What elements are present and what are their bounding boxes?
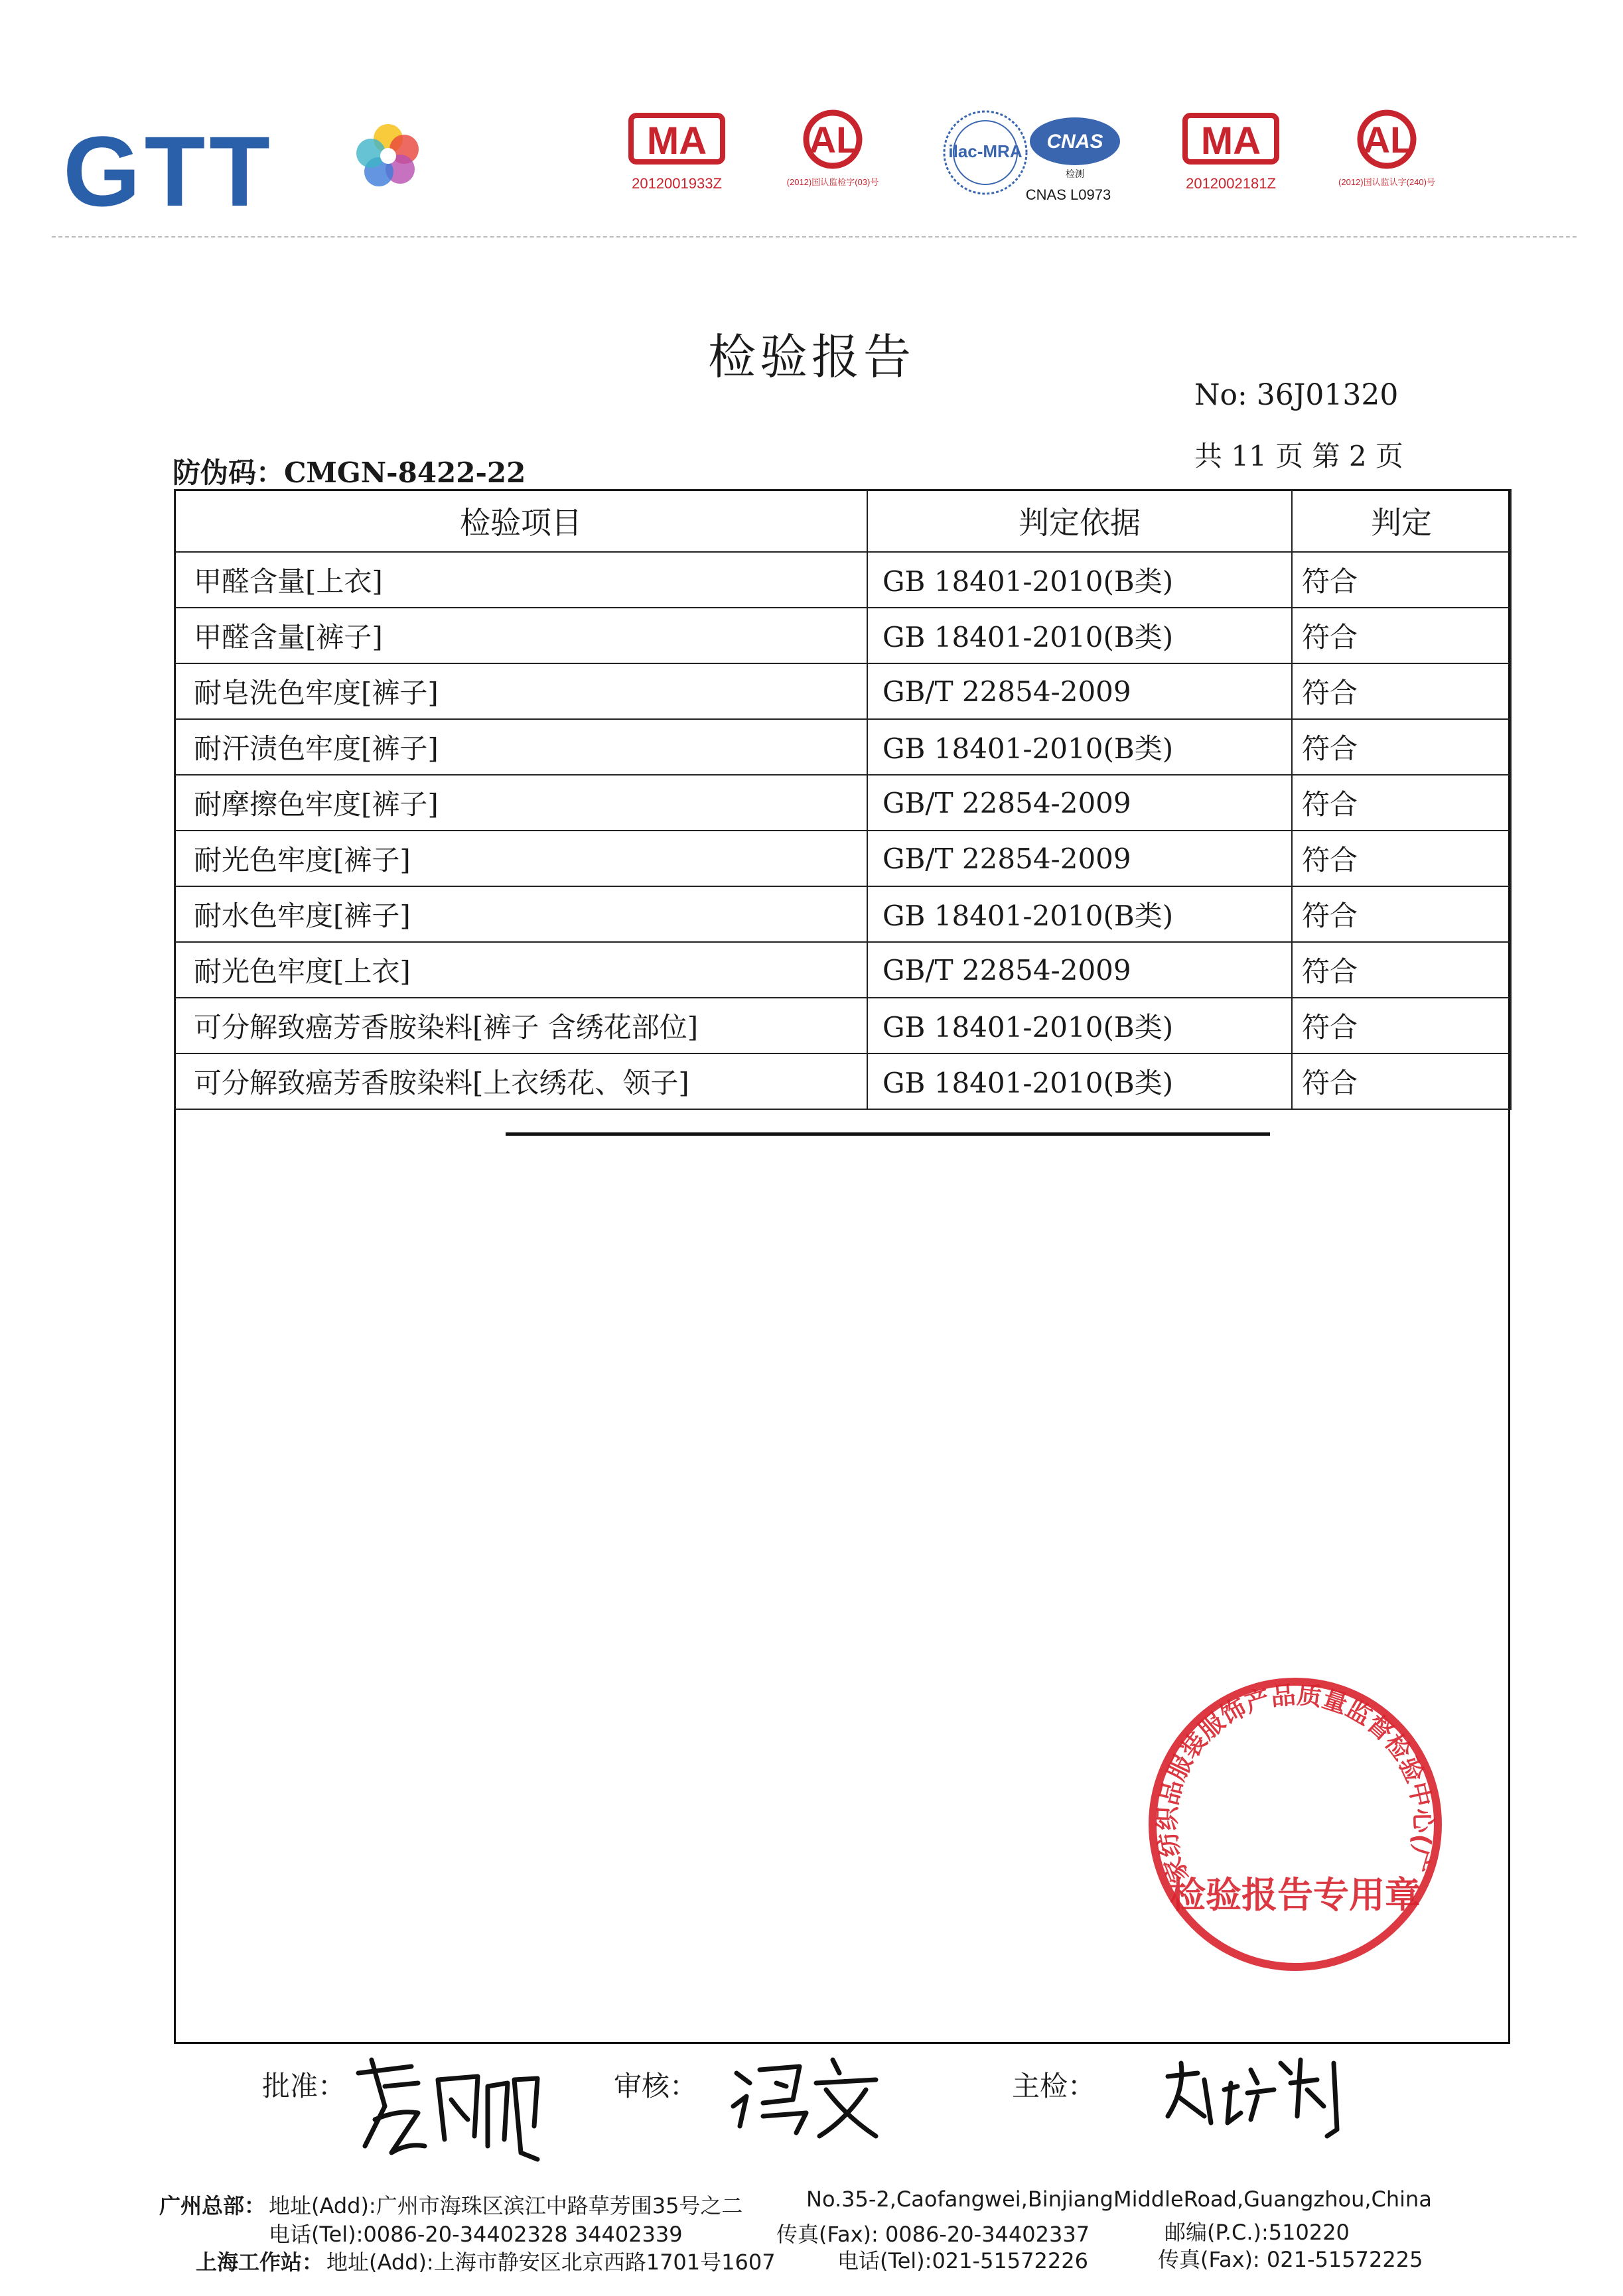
test-basis: GB 18401-2010(B类): [867, 552, 1292, 608]
logo-text: GTT: [63, 116, 274, 222]
table-row: [175, 1053, 1511, 1109]
cma-certificate-1: [614, 106, 740, 192]
test-basis: GB/T 22854-2009: [867, 663, 1292, 719]
test-verdict: 符合: [1292, 831, 1511, 886]
test-basis: GB 18401-2010(B类): [867, 1053, 1292, 1109]
flower-icon: [356, 124, 419, 186]
table-row: [175, 775, 1511, 831]
svg-text:AL: AL: [809, 119, 859, 161]
anti-counterfeit-code: 防伪码：CMGN-8422-22: [173, 456, 526, 489]
test-item: 甲醛含量[裤子]: [175, 608, 867, 663]
gtt-logo: [63, 116, 435, 225]
test-verdict: 符合: [1292, 775, 1511, 831]
official-seal: [1143, 1672, 1448, 1980]
report-title: 检验报告: [707, 329, 915, 385]
cal-mark-icon: [1347, 106, 1427, 172]
column-header-item: 检验项目: [175, 490, 867, 552]
svg-text:MA: MA: [646, 119, 707, 163]
hq-label: 广州总部：: [159, 2193, 266, 2218]
approve-label: 批准：: [262, 2070, 346, 2102]
cma-certificate-2: [1168, 106, 1294, 192]
test-basis: GB/T 22854-2009: [867, 942, 1292, 998]
review-label: 审核：: [614, 2070, 698, 2102]
review-signature: [727, 2053, 892, 2149]
test-item: 耐皂洗色牢度[裤子]: [175, 663, 867, 719]
inspect-label: 主检：: [1012, 2070, 1096, 2102]
test-verdict: 符合: [1292, 663, 1511, 719]
shanghai-label: 上海工作站：: [196, 2250, 324, 2275]
cma-mark-icon: [1181, 106, 1281, 172]
cal-mark-icon: [793, 106, 873, 172]
test-verdict: 符合: [1292, 998, 1511, 1053]
hq-address-en: No.35-2,Caofangwei,BinjiangMiddleRoad,Guangzhou,China: [806, 2187, 1432, 2212]
results-table: [174, 489, 1512, 1110]
approve-signature: [345, 2047, 544, 2182]
test-basis: GB 18401-2010(B类): [867, 886, 1292, 942]
test-item: 耐水色牢度[裤子]: [175, 886, 867, 942]
test-basis: GB 18401-2010(B类): [867, 998, 1292, 1053]
test-basis: GB/T 22854-2009: [867, 831, 1292, 886]
svg-text:ilac-MRA: ilac-MRA: [948, 141, 1023, 161]
svg-text:AL: AL: [1363, 119, 1413, 161]
report-number: No: 36J01320: [1194, 378, 1399, 412]
test-item: 耐光色牢度[上衣]: [175, 942, 867, 998]
inspect-signature: [1158, 2043, 1357, 2145]
column-header-basis: 判定依据: [867, 490, 1292, 552]
test-item: 可分解致癌芳香胺染料[上衣绣花、领子]: [175, 1053, 867, 1109]
ilac-cnas-certificate: [936, 103, 1135, 204]
shanghai-telephone: 电话(Tel):021-51572226: [837, 2248, 1088, 2273]
svg-text:检测: 检测: [1066, 169, 1084, 180]
test-item: 耐摩擦色牢度[裤子]: [175, 775, 867, 831]
seal-inner-text: 检验报告专用章: [1170, 1874, 1421, 1916]
test-basis: GB/T 22854-2009: [867, 775, 1292, 831]
cnas-code: CNAS L0973: [1025, 186, 1111, 203]
svg-text:CNAS: CNAS: [1046, 131, 1103, 153]
cma-mark-icon: [627, 106, 727, 172]
table-row: [175, 831, 1511, 886]
table-row: [175, 608, 1511, 663]
cma-code: 2012002181Z: [1186, 175, 1276, 192]
table-row: [175, 942, 1511, 998]
page-indicator: 共 11 页 第 2 页: [1194, 440, 1403, 472]
hq-postcode: 邮编(P.C.):510220: [1164, 2220, 1350, 2245]
test-item: 耐汗渍色牢度[裤子]: [175, 719, 867, 775]
test-verdict: 符合: [1292, 1053, 1511, 1109]
seal-outer-text: 家纺织品服装服饰产品质量监督检验中心(广: [1153, 1680, 1438, 1887]
test-basis: GB 18401-2010(B类): [867, 608, 1292, 663]
cal-code: (2012)国认监认字(240)号: [1338, 177, 1435, 187]
test-verdict: 符合: [1292, 608, 1511, 663]
shanghai-address: 地址(Add):上海市静安区北京西路1701号1607: [326, 2250, 776, 2275]
test-verdict: 符合: [1292, 886, 1511, 942]
table-row: [175, 552, 1511, 608]
table-row: [175, 998, 1511, 1053]
cal-certificate-2: [1317, 106, 1456, 188]
hq-telephone: 电话(Tel):0086-20-34402328 34402339: [269, 2222, 683, 2247]
cal-code: (2012)国认监检字(03)号: [786, 177, 879, 187]
hq-address: 地址(Add):广州市海珠区滨江中路草芳围35号之二: [269, 2193, 743, 2218]
cal-certificate-1: [763, 106, 902, 188]
cma-code: 2012001933Z: [632, 175, 722, 192]
table-row: [175, 663, 1511, 719]
end-of-table-line: [506, 1132, 1270, 1136]
test-basis: GB 18401-2010(B类): [867, 719, 1292, 775]
test-item: 甲醛含量[上衣]: [175, 552, 867, 608]
header-divider: [52, 236, 1577, 237]
shanghai-fax: 传真(Fax): 021-51572225: [1158, 2247, 1423, 2272]
test-verdict: 符合: [1292, 552, 1511, 608]
test-item: 可分解致癌芳香胺染料[裤子 含绣花部位]: [175, 998, 867, 1053]
table-row: [175, 719, 1511, 775]
column-header-verdict: 判定: [1292, 490, 1511, 552]
table-header-row: [175, 490, 1511, 552]
test-verdict: 符合: [1292, 719, 1511, 775]
test-item: 耐光色牢度[裤子]: [175, 831, 867, 886]
test-verdict: 符合: [1292, 942, 1511, 998]
hq-fax: 传真(Fax): 0086-20-34402337: [776, 2222, 1090, 2247]
table-row: [175, 886, 1511, 942]
svg-text:MA: MA: [1200, 119, 1261, 163]
